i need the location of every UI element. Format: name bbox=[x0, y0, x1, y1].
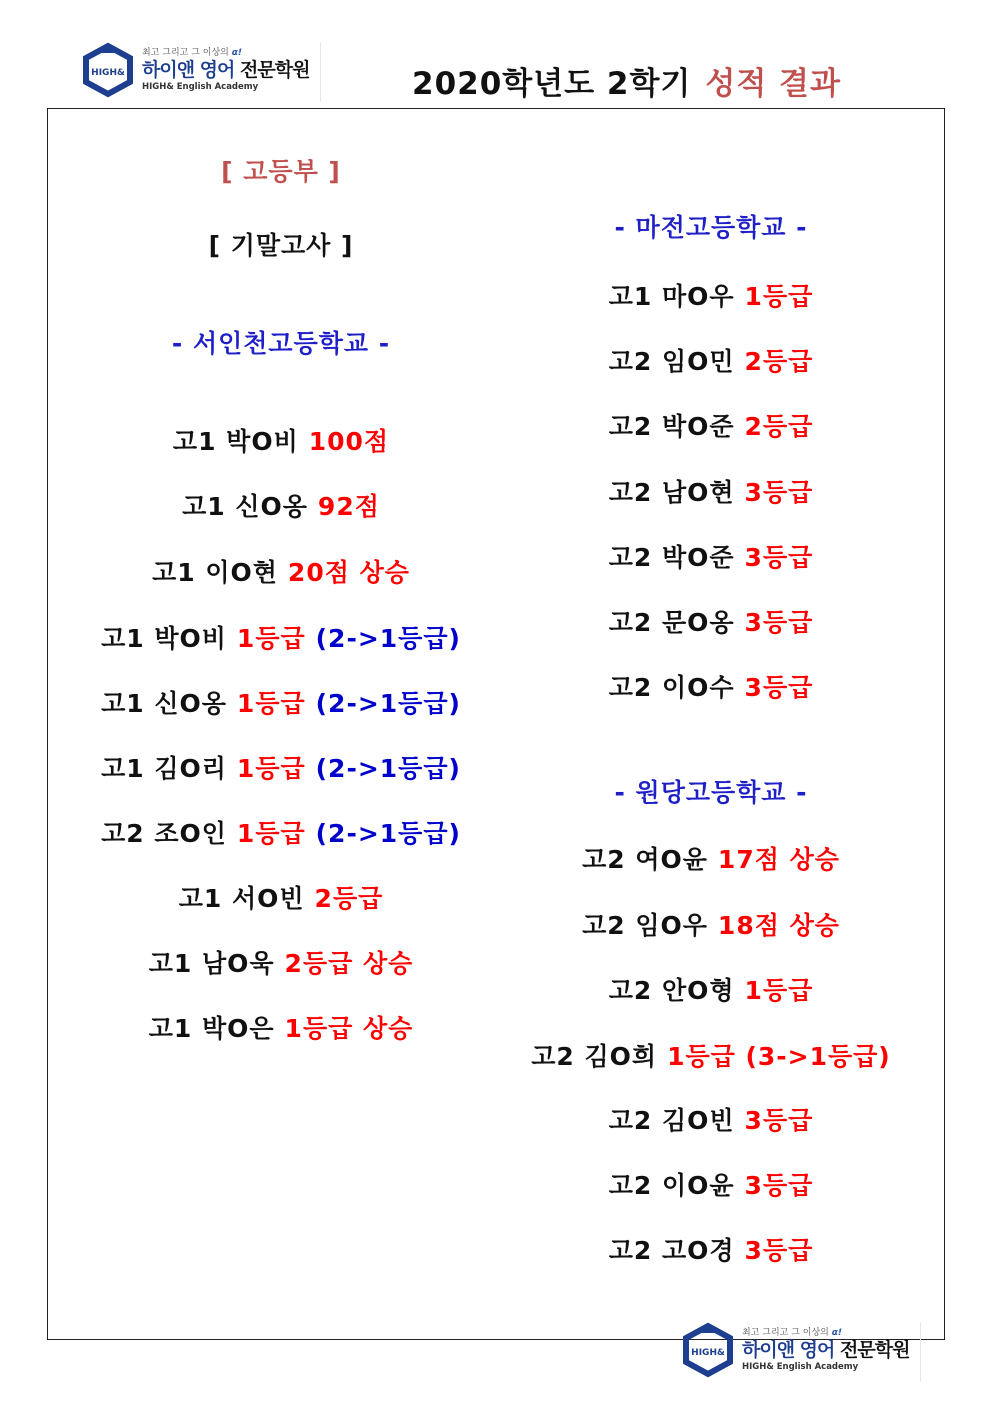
result-row: 고1 신O옹 92점 bbox=[182, 492, 380, 521]
result-row: 고1 서O빈 2등급 bbox=[178, 884, 384, 913]
result-row: 고1 남O욱 2등급 상승 bbox=[148, 949, 414, 978]
logo-divider bbox=[920, 1322, 921, 1382]
result-row: 고1 박O비 100점 bbox=[172, 427, 390, 456]
graduation-cap-hexagon-icon bbox=[80, 42, 136, 98]
result-row: 고2 임O민 2등급 bbox=[608, 347, 814, 376]
result-row: 고2 문O옹 3등급 bbox=[608, 608, 814, 637]
academy-logo-footer bbox=[680, 1322, 909, 1378]
title-accent: 성적 결과 bbox=[705, 66, 841, 102]
result-row: 고2 이O윤 3등급 bbox=[608, 1171, 814, 1200]
logo-name: 하이앤 영어 전문학원 bbox=[742, 1338, 910, 1361]
logo-divider bbox=[320, 42, 321, 102]
logo-badge-text: HIGH& bbox=[91, 68, 125, 78]
school-heading-seoincheon: - 서인천고등학교 - bbox=[171, 329, 391, 358]
exam-heading: [ 기말고사 ] bbox=[208, 231, 354, 260]
school-heading-wondang: - 원당고등학교 - bbox=[614, 778, 808, 807]
logo-badge-text: HIGH& bbox=[691, 1348, 725, 1358]
result-row: 고1 김O리 1등급 (2->1등급) bbox=[101, 754, 461, 783]
logo-english-name: HIGH& English Academy bbox=[142, 81, 259, 92]
result-row: 고2 안O형 1등급 bbox=[608, 976, 814, 1005]
result-row: 고2 남O현 3등급 bbox=[608, 478, 814, 507]
result-row: 고2 박O준 2등급 bbox=[608, 412, 814, 441]
logo-name: 하이앤 영어 전문학원 bbox=[142, 58, 310, 81]
result-row: 고1 박O은 1등급 상승 bbox=[148, 1014, 414, 1043]
school-heading-majeon: - 마전고등학교 - bbox=[614, 213, 808, 242]
result-row: 고1 신O옹 1등급 (2->1등급) bbox=[101, 689, 461, 718]
division-heading: [ 고등부 ] bbox=[221, 157, 341, 186]
result-row: 고2 이O수 3등급 bbox=[608, 673, 814, 702]
page-title bbox=[412, 58, 841, 103]
graduation-cap-hexagon-icon bbox=[680, 1322, 736, 1378]
result-row: 고2 박O준 3등급 bbox=[608, 543, 814, 572]
result-row: 고2 여O윤 17점 상승 bbox=[582, 845, 840, 874]
academy-logo bbox=[80, 42, 309, 98]
result-row: 고1 이O현 20점 상승 bbox=[152, 558, 410, 587]
result-row: 고1 마O우 1등급 bbox=[608, 282, 814, 311]
result-row: 고2 조O인 1등급 (2->1등급) bbox=[101, 819, 461, 848]
title-main: 2020학년도 2학기 bbox=[412, 66, 692, 102]
logo-slogan: 최고 그리고 그 이상의 α! bbox=[742, 1327, 843, 1338]
result-row: 고2 김O희 1등급 (3->1등급) bbox=[531, 1042, 891, 1071]
result-row: 고2 임O우 18점 상승 bbox=[582, 911, 840, 940]
logo-english-name: HIGH& English Academy bbox=[742, 1361, 859, 1372]
logo-slogan: 최고 그리고 그 이상의 α! bbox=[142, 47, 243, 58]
result-row: 고1 박O비 1등급 (2->1등급) bbox=[101, 624, 461, 653]
result-row: 고2 김O빈 3등급 bbox=[608, 1106, 814, 1135]
result-row: 고2 고O경 3등급 bbox=[608, 1236, 814, 1265]
